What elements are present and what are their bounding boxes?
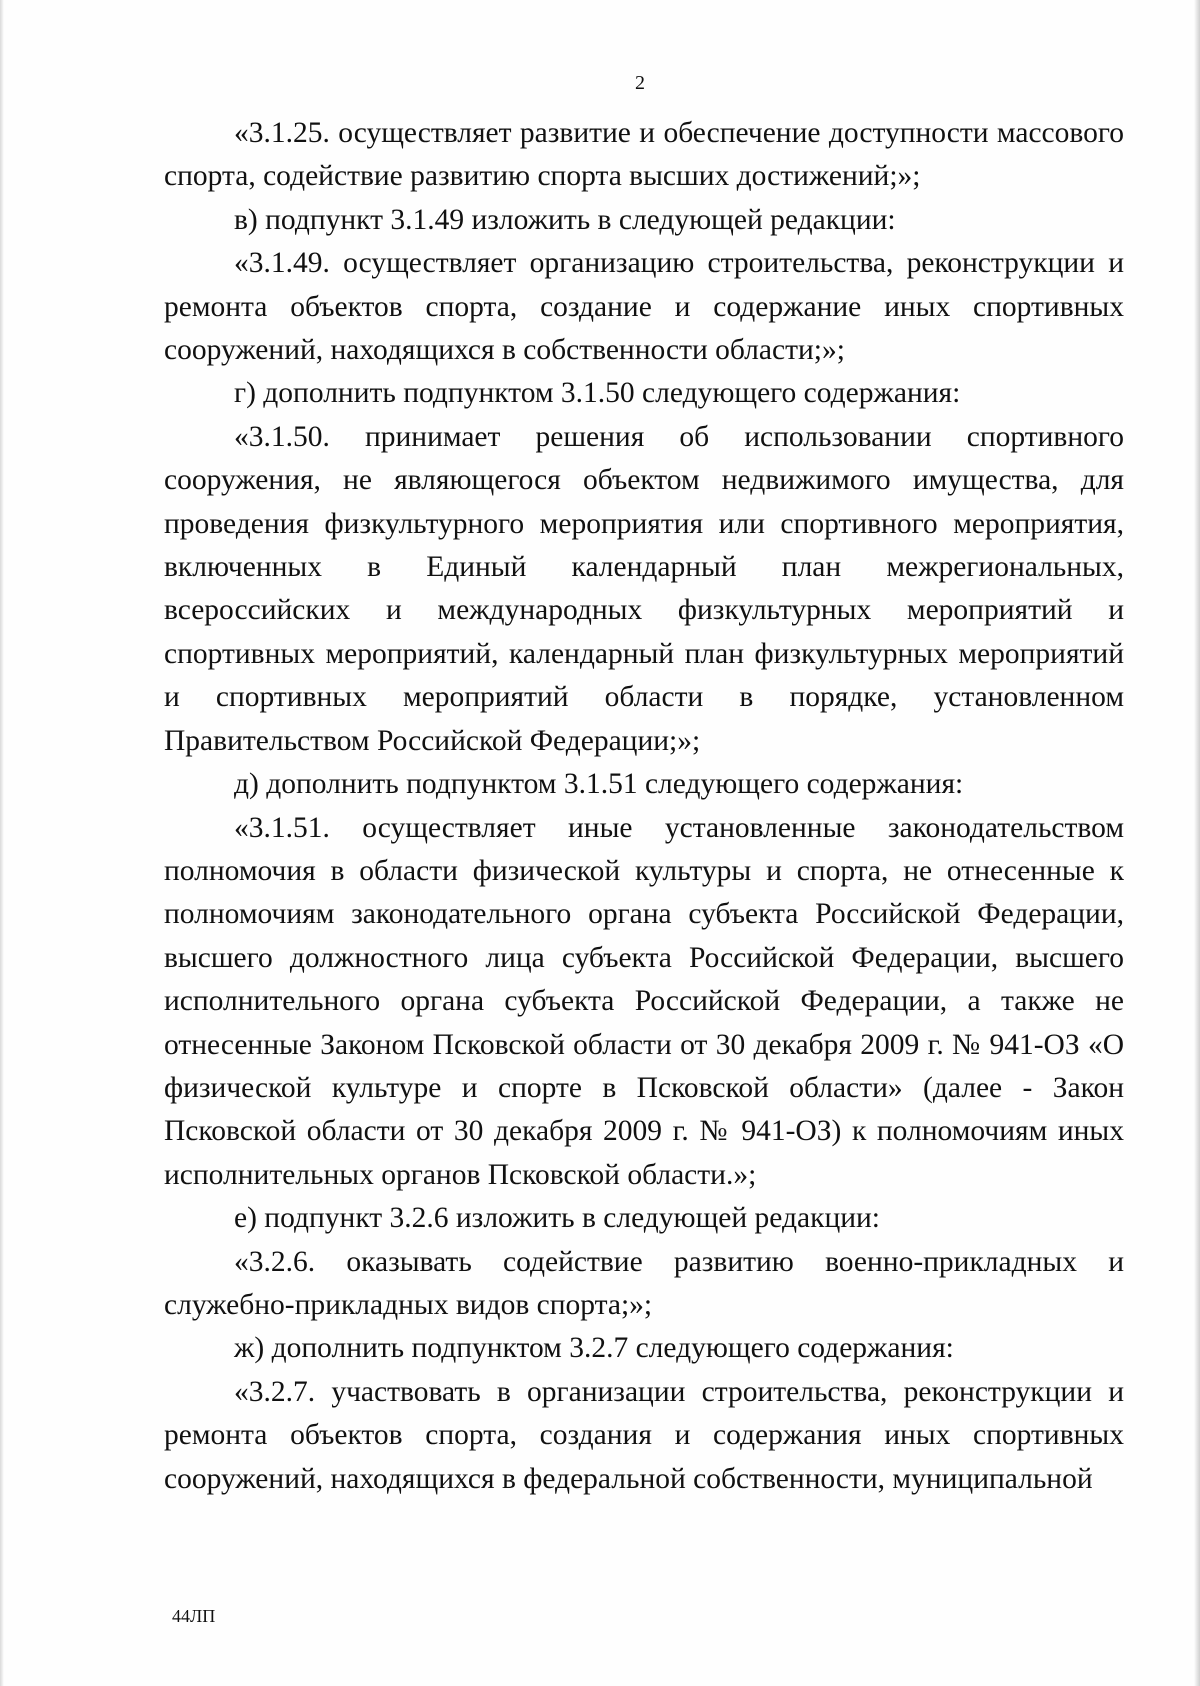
paragraph-item-g: г) дополнить подпунктом 3.1.50 следующего содержания: bbox=[234, 377, 961, 410]
scan-edge-right bbox=[1194, 0, 1200, 1686]
paragraph-3-1-25: «3.1.25. осуществляет развитие и обеспечение доступности массового спорта, содействие развитию спорта высших достижений;»; bbox=[164, 117, 1124, 193]
paragraph-3-1-51: «3.1.51. осуществляет иные установленные законодательством полномочия в области физической культуры и спорта, не отнесенные к полномочиям законодательного органа субъекта Российской Федерации, высшего должностного лица субъекта Российской Федерации, высшего исполнительного органа субъекта Российской Федерации, а также не отнесенные Законом Псковской области от 30 декабря 2009 г. № 941-ОЗ «О физической культуре и спорте в Псковской области» (далее - Закон Псковской области от 30 декабря 2009 г. № 941-ОЗ) к полномочиям иных исполнительных органов Псковской области.»; bbox=[164, 811, 1124, 1191]
paragraph-3-2-6: «3.2.6. оказывать содействие развитию военно-прикладных и служебно-прикладных видов спорта;»; bbox=[164, 1245, 1124, 1321]
paragraph-3-1-50: «3.1.50. принимает решения об использовании спортивного сооружения, не являющегося объектом недвижимого имущества, для проведения физкультурного мероприятия или спортивного мероприятия, включенных в Единый календарный план межрегиональных, всероссийских и международных физкультурных мероприятий и спортивных мероприятий, календарный план физкультурных мероприятий и спортивных мероприятий области в порядке, установленном Правительством Российской Федерации;»; bbox=[164, 420, 1124, 757]
scan-edge-left bbox=[0, 0, 4, 1686]
paragraph-3-1-49: «3.1.49. осуществляет организацию строительства, реконструкции и ремонта объектов спорта, создание и содержание иных спортивных сооружений, находящихся в собственности области;»; bbox=[164, 247, 1124, 367]
paragraph-item-v: в) подпункт 3.1.49 изложить в следующей редакции: bbox=[234, 203, 896, 236]
paragraph-item-d: д) дополнить подпунктом 3.1.51 следующего содержания: bbox=[234, 768, 964, 801]
document-body bbox=[164, 112, 1124, 1501]
paragraph-3-2-7: «3.2.7. участвовать в организации строительства, реконструкции и ремонта объектов спорта, создания и содержания иных спортивных сооружений, находящихся в федеральной собственности, муниципальной bbox=[164, 1375, 1124, 1495]
paragraph-item-zh: ж) дополнить подпунктом 3.2.7 следующего содержания: bbox=[234, 1332, 954, 1365]
footer-code: 44ЛП bbox=[172, 1606, 216, 1626]
page-number: 2 bbox=[635, 72, 645, 94]
paragraph-item-e: е) подпункт 3.2.6 изложить в следующей редакции: bbox=[234, 1202, 881, 1235]
